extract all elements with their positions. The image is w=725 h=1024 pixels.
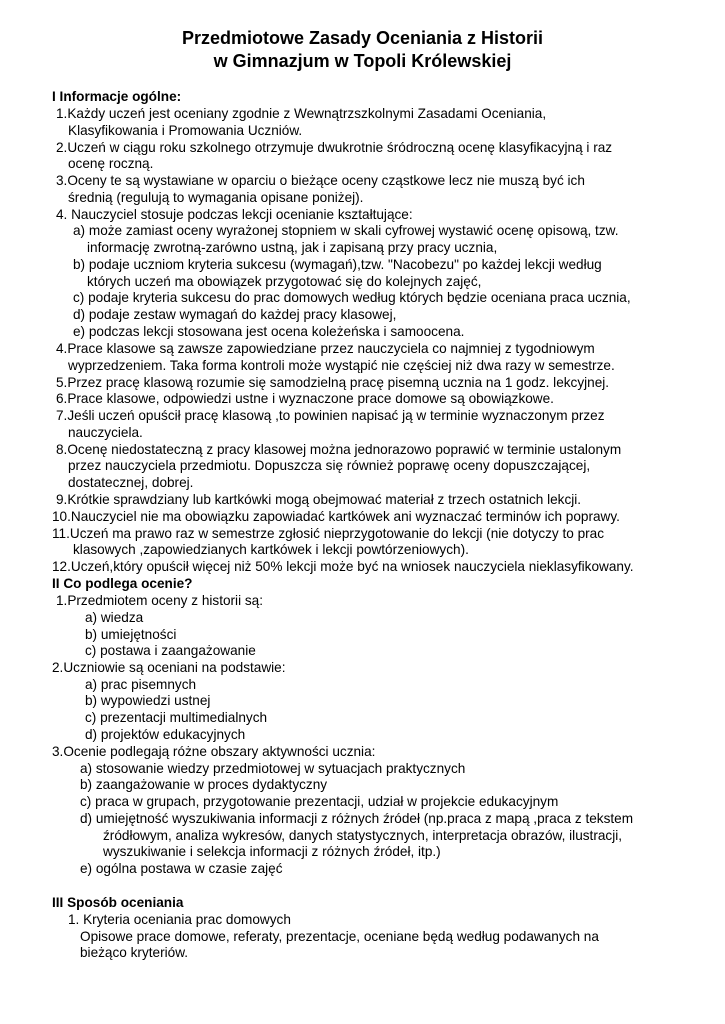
paragraph-line: c) podaje kryteria sukcesu do prac domowych według których będzie oceniana praca ucznia,: [73, 290, 631, 305]
list-item: d) umiejętność wyszukiwania informacji z różnych źródeł (np.praca z mapą ,praca z tekstem: [80, 811, 634, 826]
paragraph-line: 9.Krótkie sprawdziany lub kartkówki mogą obejmować materiał z trzech ostatnich lekcji.: [56, 492, 582, 507]
paragraph-line: Klasyfikowania i Promowania Uczniów.: [68, 123, 303, 138]
paragraph-line: Opisowe prace domowe, referaty, prezentacje, oceniane będą według podawanych na: [80, 929, 599, 944]
paragraph-line: ocenę roczną.: [68, 156, 154, 171]
list-item: b) wypowiedzi ustnej: [85, 693, 211, 708]
paragraph-line: 5.Przez pracę klasową rozumie się samodzielną pracę pisemną ucznia na 1 godz. lekcyjnej.: [56, 375, 610, 390]
paragraph-line: średnią (regulują to wymagania opisane poniżej).: [68, 190, 364, 205]
paragraph-line: e) podczas lekcji stosowana jest ocena koleżeńska i samoocena.: [73, 324, 465, 339]
paragraph-line: 1.Każdy uczeń jest oceniany zgodnie z Wewnątrzszkolnymi Zasadami Oceniania,: [56, 106, 547, 121]
list-item: a) stosowanie wiedzy przedmiotowej w sytuacjach praktycznych: [80, 761, 466, 776]
paragraph-line: 3.Ocenie podlegają różne obszary aktywności ucznia:: [52, 744, 376, 759]
list-item: b) umiejętności: [85, 627, 177, 642]
paragraph-line: dostatecznej, dobrej.: [68, 475, 194, 490]
paragraph-line: 12.Uczeń,który opuścił więcej niż 50% lekcji może być na wniosek nauczyciela nieklasyfikowany.: [52, 559, 634, 574]
list-item: c) prezentacji multimedialnych: [85, 710, 268, 725]
paragraph-line: wyprzedzeniem. Taka forma kontroli może wystąpić nie częściej niż dwa razy w semestrze.: [68, 358, 615, 373]
paragraph-line: 4. Nauczyciel stosuje podczas lekcji ocenianie kształtujące:: [56, 207, 413, 222]
paragraph-line: 1. Kryteria oceniania prac domowych: [68, 912, 291, 927]
paragraph-line: klasowych ,zapowiedzianych kartkówek i lekcji powtórzeniowych).: [73, 542, 469, 557]
paragraph-line: b) podaje uczniom kryteria sukcesu (wymagań),tzw. "Nacobezu" po każdej lekcji według: [73, 257, 602, 272]
section-heading: II Co podlega ocenie?: [52, 576, 193, 591]
paragraph-line: bieżąco kryteriów.: [80, 945, 189, 960]
list-item: źródłowym, analiza wykresów, danych statystycznych, interpretacja obrazów, ilustracji,: [103, 828, 623, 843]
document-title-line2: w Gimnazjum w Topoli Królewskiej: [213, 51, 512, 71]
list-item: c) postawa i zaangażowanie: [85, 643, 256, 658]
paragraph-line: 2.Uczeń w ciągu roku szkolnego otrzymuje dwukrotnie śródroczną ocenę klasyfikacyjną i raz: [56, 140, 613, 155]
paragraph-line: 10.Nauczyciel nie ma obowiązku zapowiadać kartkówek ani wyznaczać terminów ich poprawy.: [52, 509, 620, 524]
list-item: c) praca w grupach, przygotowanie prezentacji, udział w projekcie edukacyjnym: [80, 794, 559, 809]
section-heading: III Sposób oceniania: [52, 895, 184, 910]
paragraph-line: 7.Jeśli uczeń opuścił pracę klasową ,to powinien napisać ją w terminie wyznaczonym przez: [56, 408, 605, 423]
paragraph-line: informację zwrotną-zarówno ustną, jak i zapisaną przy pracy ucznia,: [87, 240, 498, 255]
paragraph-line: 3.Oceny te są wystawiane w oparciu o bieżące oceny cząstkowe lecz nie muszą być ich: [56, 173, 585, 188]
document-title-line1: Przedmiotowe Zasady Oceniania z Historii: [181, 28, 544, 48]
section-heading: I Informacje ogólne:: [52, 89, 182, 104]
list-item: wyszukiwanie i selekcja informacji z różnych źródeł, itp.): [103, 844, 441, 859]
paragraph-line: przez nauczyciela przedmiotu. Dopuszcza się również poprawę oceny dopuszczającej,: [68, 458, 591, 473]
paragraph-line: 2.Uczniowie są oceniani na podstawie:: [52, 660, 286, 675]
paragraph-line: 11.Uczeń ma prawo raz w semestrze zgłosić nieprzygotowanie do lekcji (nie dotyczy to prac: [52, 526, 605, 541]
paragraph-line: 8.Ocenę niedostateczną z pracy klasowej można jednorazowo poprawić w terminie ustalonym: [56, 442, 622, 457]
list-item: d) projektów edukacyjnych: [85, 727, 246, 742]
paragraph-line: których uczeń ma obowiązek przygotować się do kolejnych zajęć,: [87, 274, 482, 289]
paragraph-line: 6.Prace klasowe, odpowiedzi ustne i wyznaczone prace domowe są obowiązkowe.: [56, 391, 554, 406]
list-item: a) prac pisemnych: [85, 677, 197, 692]
paragraph-line: nauczyciela.: [68, 425, 143, 440]
paragraph-line: d) podaje zestaw wymagań do każdej pracy klasowej,: [73, 307, 397, 322]
list-item: a) wiedza: [85, 610, 144, 625]
list-item: b) zaangażowanie w proces dydaktyczny: [80, 777, 328, 792]
paragraph-line: a) może zamiast oceny wyrażonej stopniem w skali cyfrowej wystawić ocenę opisową, tzw.: [73, 223, 619, 238]
list-item: e) ogólna postawa w czasie zajęć: [80, 861, 283, 876]
paragraph-line: 4.Prace klasowe są zawsze zapowiedziane przez nauczyciela co najmniej z tygodniowym: [56, 341, 595, 356]
paragraph-line: 1.Przedmiotem oceny z historii są:: [56, 593, 264, 608]
